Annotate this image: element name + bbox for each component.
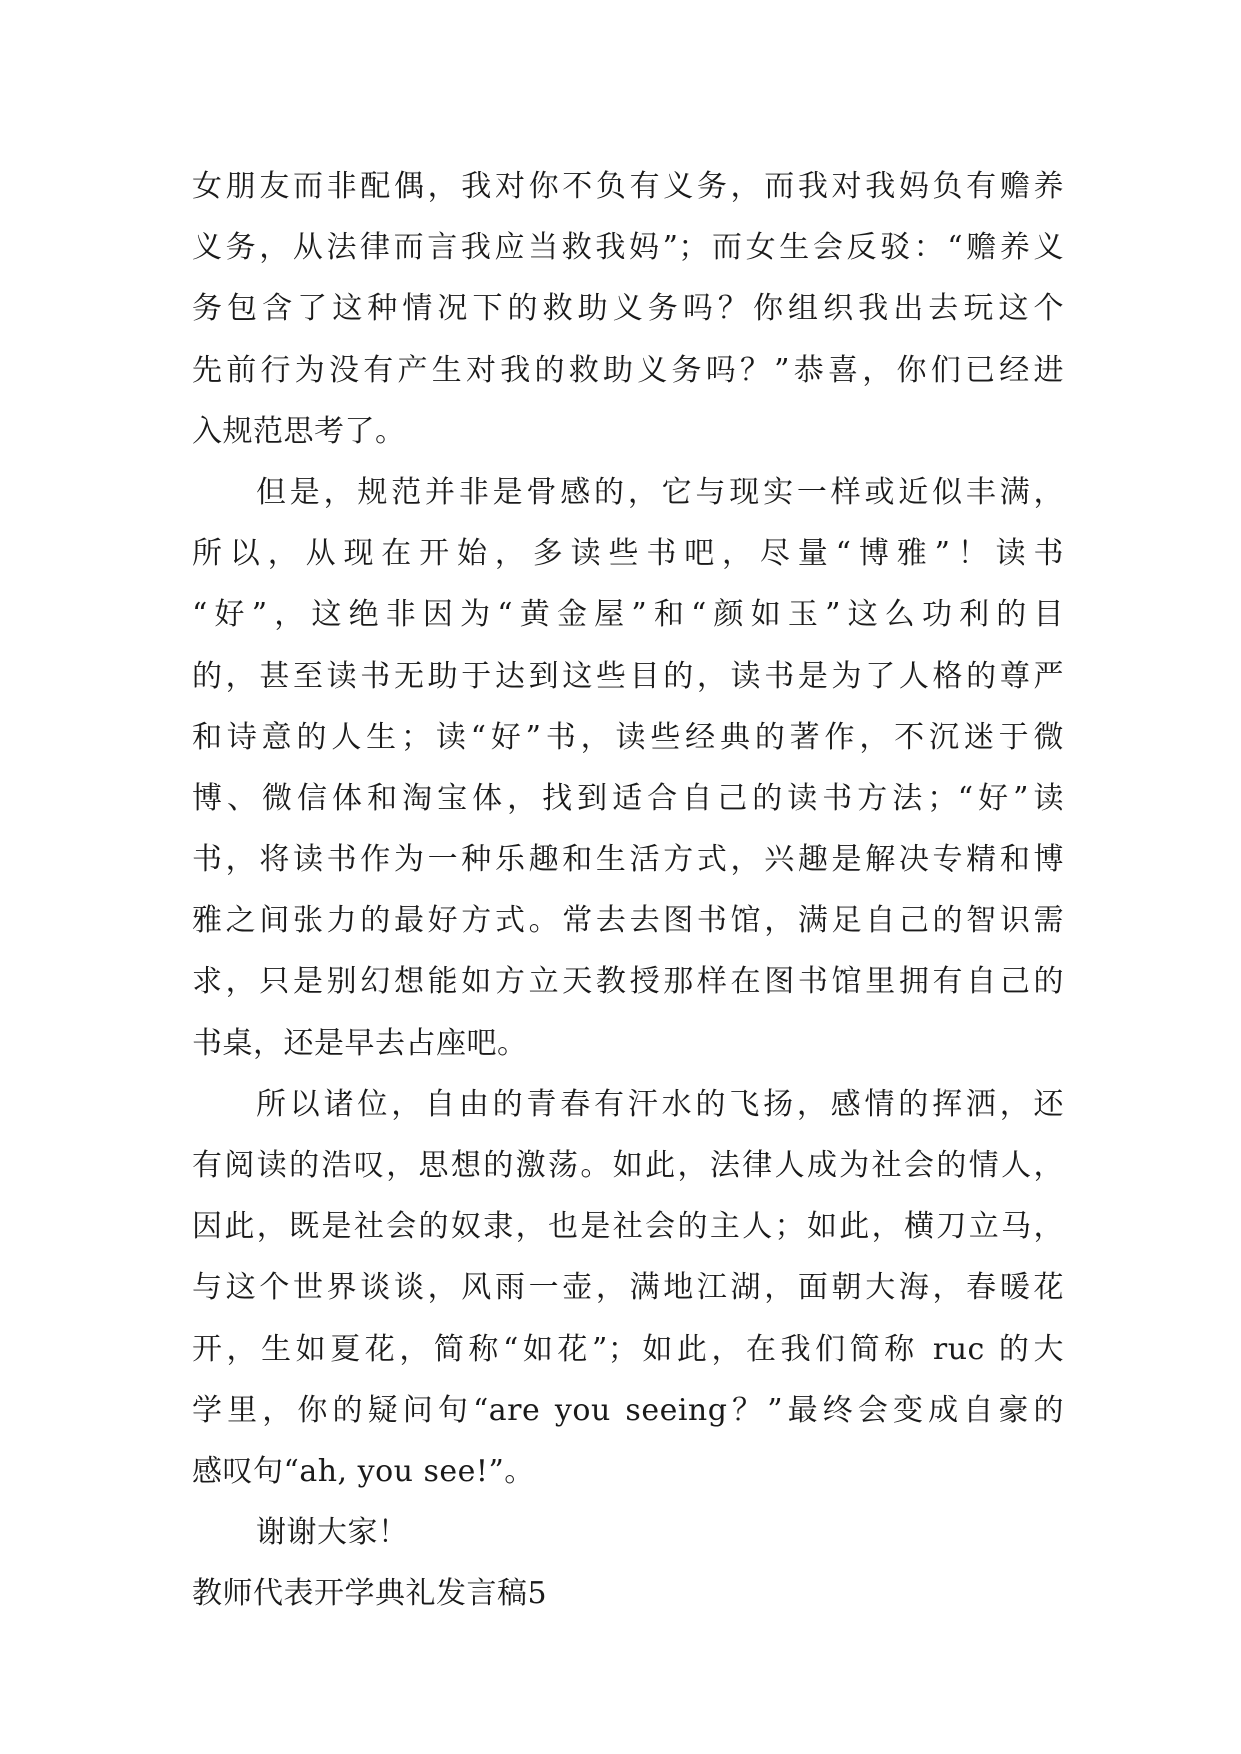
document-body (192, 156, 1064, 1625)
paragraph-line: 博、微信体和淘宝体，找到适合自己的读书方法；“好”读 (192, 780, 1064, 816)
paragraph-line: 求，只是别幻想能如方立天教授那样在图书馆里拥有自己的 (192, 964, 1064, 1000)
paragraph-line: 学里，你的疑问句“are you seeing？”最终会变成自豪的 (192, 1392, 1064, 1428)
paragraph-line: 雅之间张力的最好方式。常去去图书馆，满足自己的智识需 (192, 903, 1064, 939)
paragraph-line: 因此，既是社会的奴隶，也是社会的主人；如此，横刀立马， (192, 1209, 1064, 1245)
paragraph-line: 所以，从现在开始，多读些书吧，尽量“博雅”！读书 (192, 536, 1064, 572)
paragraph-line: 入规范思考了。 (192, 413, 406, 449)
paragraph-line: 开，生如夏花，简称“如花”；如此，在我们简称 ruc 的大 (192, 1331, 1064, 1367)
paragraph-line: 但是，规范并非是骨感的，它与现实一样或近似丰满， (256, 474, 1064, 510)
paragraph-line: 务包含了这种情况下的救助义务吗？你组织我出去玩这个 (192, 291, 1064, 327)
paragraph-line: “好”，这绝非因为“黄金屋”和“颜如玉”这么功利的目 (192, 597, 1064, 633)
paragraph-line: 感叹句“ah, you see!”。 (192, 1453, 535, 1489)
paragraph-line: 与这个世界谈谈，风雨一壶，满地江湖，面朝大海，春暖花 (192, 1270, 1064, 1306)
paragraph-line: 义务，从法律而言我应当救我妈”；而女生会反驳：“赡养义 (192, 230, 1064, 266)
paragraph-line: 书，将读书作为一种乐趣和生活方式，兴趣是解决专精和博 (192, 842, 1064, 878)
paragraph-line: 有阅读的浩叹，思想的激荡。如此，法律人成为社会的情人， (192, 1148, 1064, 1183)
paragraph-line: 和诗意的人生；读“好”书，读些经典的著作，不沉迷于微 (192, 719, 1064, 755)
paragraph-line: 所以诸位，自由的青春有汗水的飞扬，感情的挥洒，还 (256, 1086, 1064, 1122)
paragraph-line: 的，甚至读书无助于达到这些目的，读书是为了人格的尊严 (192, 658, 1064, 694)
paragraph-line: 女朋友而非配偶，我对你不负有义务，而我对我妈负有赡养 (192, 169, 1064, 204)
paragraph-line: 书桌，还是早去占座吧。 (192, 1025, 528, 1061)
paragraph-line: 先前行为没有产生对我的救助义务吗？”恭喜，你们已经进 (192, 352, 1064, 388)
closing-line: 谢谢大家！ (256, 1515, 409, 1551)
section-heading: 教师代表开学典礼发言稿5 (192, 1576, 548, 1612)
